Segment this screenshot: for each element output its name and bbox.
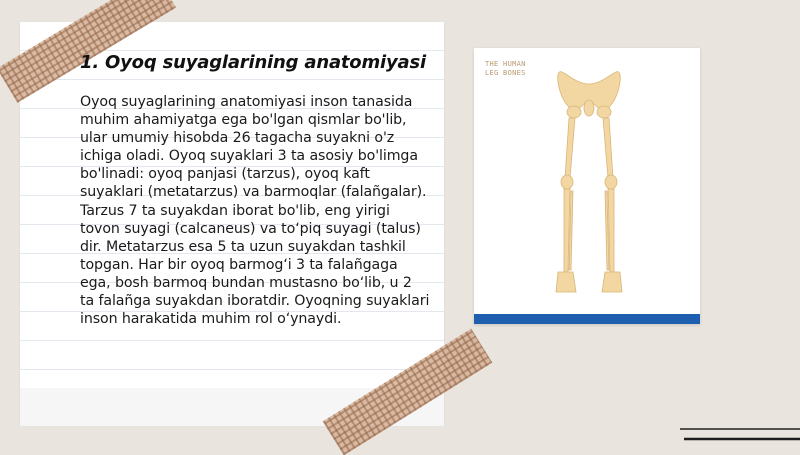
slide-body-text: Oyoq suyaglarining anatomiyasi inson tanasida muhim ahamiyatga ega bo'lgan qismlar bo'lib, ular umumiy hisobda 26 tagacha suyakni o'z ichiga oladi. Oyoq suyaklari 3 ta asosiy bo'limga bo'linadi: oyoq panjasi (tarzus), oyoq kaft suyaklari (metatarzus) va barmoqlar (falañgalar). Tarzus 7 ta suyakdan iborat bo'lib, eng yirigi tovon suyagi (calcaneus) va to‘piq suyagi (talus) dir. Metatarzus esa 5 ta uzun suyakdan tashkil topgan. Har bir oyoq barmog‘i 3 ta falañgaga ega, bosh barmoq bundan mustasno bo‘lib, u 2 ta falañga suyakdan iboratdir. Oyoqning suyaklari inson harakatida muhim rol o‘ynaydi. — [80, 94, 430, 328]
skeleton-legs-icon — [474, 48, 700, 324]
illustration-caption: THE HUMAN LEG BONES — [485, 60, 526, 77]
leg-bones-illustration — [474, 48, 700, 324]
decorative-lines — [680, 425, 800, 447]
illustration-footer-bar — [474, 314, 700, 324]
slide-title: 1. Oyoq suyaglarining anatomiyasi — [80, 52, 426, 73]
